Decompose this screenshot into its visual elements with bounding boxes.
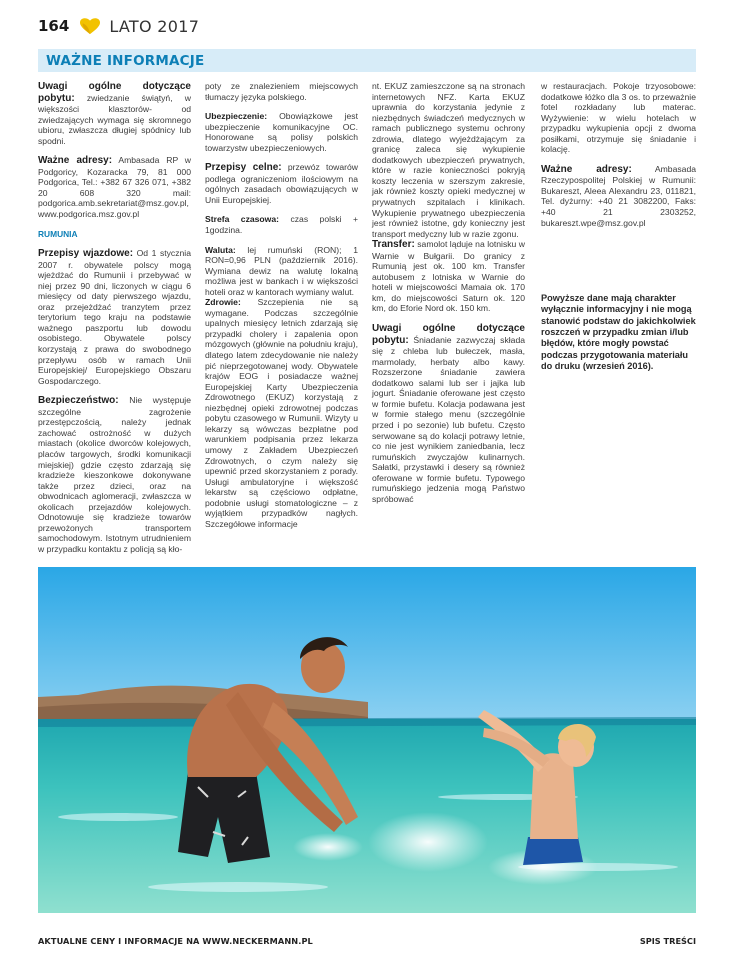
paragraph-label: Ważne adresy:	[38, 155, 113, 167]
paragraph	[205, 162, 358, 205]
beach-photo	[38, 567, 696, 913]
footer-website-link[interactable]: AKTUALNE CENY I INFORMACJE NA WWW.NECKERMANN.PL	[38, 936, 313, 946]
paragraph	[541, 164, 696, 228]
paragraph-text: w restauracjach. Pokoje trzyosobowe: dodatkowe łóżko dla 3 os. to przeważnie fotel rozkładany lub materac. Wyżywienie: w wielu hotelach w przypadku wykupienia opcji z dwoma posiłkami, otrzymuje się śniadanie i kolację.	[541, 81, 696, 155]
disclaimer-notice: Powyższe dane mają charakter wyłącznie informacyjny i nie mogą stanowić podstaw do jakichkolwiek roszczeń w przypadku zmian i/lub błędów, które mogły powstać podczas przygotowania materiału do druku (wrzesień 2016).	[541, 293, 696, 371]
text-column-2	[205, 81, 358, 538]
heart-icon	[79, 17, 101, 35]
paragraph	[38, 81, 191, 146]
page-header	[38, 14, 199, 38]
paragraph	[205, 245, 358, 298]
paragraph-text: nt. EKUZ zamieszczone są na stronach internetowych NFZ. Karta EKUZ uprawnia do korzystania jedynie z niezbędnych świadczeń medycznych w ramach publicznego systemu ochrony zdrowia, dlatego wyjeżdżającym za granicę zaleca się wykupienie dodatkowych ubezpieczeń prywatnych, które w razie konieczności pokryją koszty leczenia w szerszym zakresie, jak również koszty opieki medycznej w prywatnych szpitalach i klinikach. Wykupienie prywatnego ubezpieczenia jest również istotne, gdy konieczny jest transport medyczny lub w razie zgonu.	[372, 81, 525, 239]
paragraph-text: zwiedzanie świątyń, w większości klasztorów- od zwiedzających wymaga się skromnego ubioru, zwłaszcza długiej spódnicy lub spodni.	[38, 92, 191, 146]
paragraph-label: Waluta:	[205, 244, 236, 255]
paragraph-label: Transfer:	[372, 239, 415, 251]
paragraph-text: lej rumuński (RON); 1 RON=0,96 PLN (październik 2016). Wymiana dewiz na walutę lokalną możliwa jest w bankach i w większości hoteli oraz w kantorach wymiany walut.	[205, 244, 358, 297]
page-number: 164	[38, 17, 70, 35]
paragraph-label: Ważne adresy:	[541, 163, 632, 175]
paragraph-label: Przepisy celne:	[205, 162, 282, 174]
paragraph	[205, 81, 358, 102]
paragraph-text: przewóz towarów podlega ograniczeniom ilościowym na ogólnych zasadach obowiązujących w Unii Europejskiej.	[205, 162, 359, 205]
paragraph-text: samolot ląduje na lotnisku w Warnie w Bułgarii. Do granicy z Rumunią jest ok. 100 km. Transfer autobusem z lotniska w Warnie do hoteli w miejscowości Mamaia ok. 170 km, do miejscowości Saturn ok. 120 km, do Eforie Nord ok. 150 km.	[372, 239, 525, 314]
paragraph-text: poty ze znalezieniem miejscowych tłumaczy języka polskiego.	[205, 81, 358, 102]
section-title: WAŻNE INFORMACJE	[46, 52, 205, 69]
paragraph	[541, 81, 696, 155]
table-of-contents-link[interactable]: SPIS TREŚCI	[639, 936, 696, 946]
paragraph	[205, 214, 358, 235]
paragraph	[38, 395, 191, 554]
paragraph-label: Ubezpieczenie:	[205, 111, 268, 122]
paragraph	[205, 111, 358, 153]
beach-photo-illustration	[38, 567, 696, 913]
paragraph-text: Śniadanie zazwyczaj składa się z chleba lub bułeczek, masła, marmolady, herbaty albo kawy. Rozszerzone śniadanie zawiera dodatkowo salami lub ser i jajka lub jogurt. Śniadanie oferowane jest często w formie bufetu. Kolacja podawana jest w formie stałego menu (szczególnie przed i po sezonie) lub bufetu. Często serwowane są do kolacji potrawy letnie, co nie jest wynikiem zaniedbania, lecz rumuńskich zwyczajów kulinarnych. Sałatki, przystawki i desery są również oferowane w formie bufetu. Typowego rumuńskiego jedzenia mogą Państwo spróbować	[372, 334, 525, 504]
paragraph-text: Obowiązkowe jest ubezpieczenie komunikacyjne OC. Honorowane są polisy polskich towarzystw ubezpieczeniowych.	[205, 111, 358, 153]
paragraph	[38, 248, 191, 386]
paragraph-text: Nie występuje szczególne zagrożenie przestępczością, należy jednak zachować ostrożność w dużych miastach (okolice dworców kolejowych, placów targowych, środki komunikacji miejskiej) gdzie często zdarzają się kradzieże kieszonkowe dokonywane także przez dzieci, oraz na obwodnicach aglomeracji, zwłaszcza w okolicach przejazdów kolejowych. Odnotowuje się kradzieże towarów przewożonych transportem samochodowym. Istotnym utrudnieniem w przypadku kontaktu z policją są kło-	[38, 395, 191, 554]
paragraph-text: Ambasada Rzeczypospolitej Polskiej w Rumunii: Bukareszt, Aleea Alexandru 23, 011821, Tel. dyżurny: +40 21 3082200, Faks: +40 21 2303252, bukareszt.wpe@msz.gov.pl	[541, 163, 696, 228]
paragraph	[372, 81, 525, 239]
paragraph-text: czas polski + 1godzina.	[205, 214, 358, 236]
paragraph-label: Uwagi ogólne dotyczące pobytu:	[372, 323, 525, 346]
paragraph-label: Bezpieczeństwo:	[38, 395, 119, 407]
paragraph-text: Ambasada RP w Podgoricy, Kozaracka 79, 81 000 Podgorica, Tel.: +382 67 326 071, +382 20 608 320 mail: podgorica.amb.sekretariat@msz.gov.pl, www.podgorica.msz.gov.pl	[38, 155, 192, 220]
season-label: LATO 2017	[109, 16, 200, 36]
section-title-bar	[38, 49, 696, 72]
text-column-1	[38, 81, 191, 563]
paragraph-label: Strefa czasowa:	[205, 214, 280, 225]
text-column-3	[372, 81, 525, 513]
paragraph-text: Szczepienia nie są wymagane. Podczas szczególnie upalnych miesięcy letnich zdarzają się przypadki cholery i zapalenia opon mózgowych (głównie na południu kraju), dlatego latem zdecydowanie nie należy pić nieprzegotowanej wody. Obywatele krajów EOG i posiadacze ważnej Europejskiej Karty Ubezpieczenia Zdrowotnego (EKUZ) korzystają z niezbędnej opieki zdrowotnej podczas pobytu czasowego w Rumunii. Wizyty u lekarzy są wówczas bezpłatne pod warunkiem podpisania przez lekarza umowy z Zakładem Ubezpieczeń Zdrowotnych, o czym należy się upewnić przed skorzystaniem z porady. Usługi ambulatoryjne i większość lekarstw są częściowo odpłatne, podobnie usługi stomatologiczne – z wyjątkiem przypadków nagłych. Szczegółowe informacje	[205, 297, 358, 529]
paragraph	[38, 155, 191, 219]
paragraph-label: Zdrowie:	[205, 297, 241, 308]
paragraph-label: Uwagi ogólne dotyczące pobytu:	[38, 81, 191, 104]
paragraph-label: Przepisy wjazdowe:	[38, 248, 134, 260]
text-column-4	[541, 81, 696, 381]
paragraph	[372, 323, 525, 504]
country-heading: RUMUNIA	[38, 228, 78, 239]
paragraph	[372, 239, 525, 314]
paragraph-text: Od 1 stycznia 2007 r. obywatele polscy mogą wjeżdżać do Rumunii i przebywać w niej przez 90 dni, liczonych w ciągu 6 miesięcy od daty pierwszego wjazdu, oraz przejeżdżać tranzytem przez terytorium tego kraju na podstawie ważnego paszportu lub dowodu osobistego. Obywatele polscy korzystają z prawa do swobodnego przepływu osób w ramach Unii Europejskiej/ Europejskiego Obszaru Gospodarczego.	[38, 248, 191, 386]
paragraph	[205, 297, 358, 529]
